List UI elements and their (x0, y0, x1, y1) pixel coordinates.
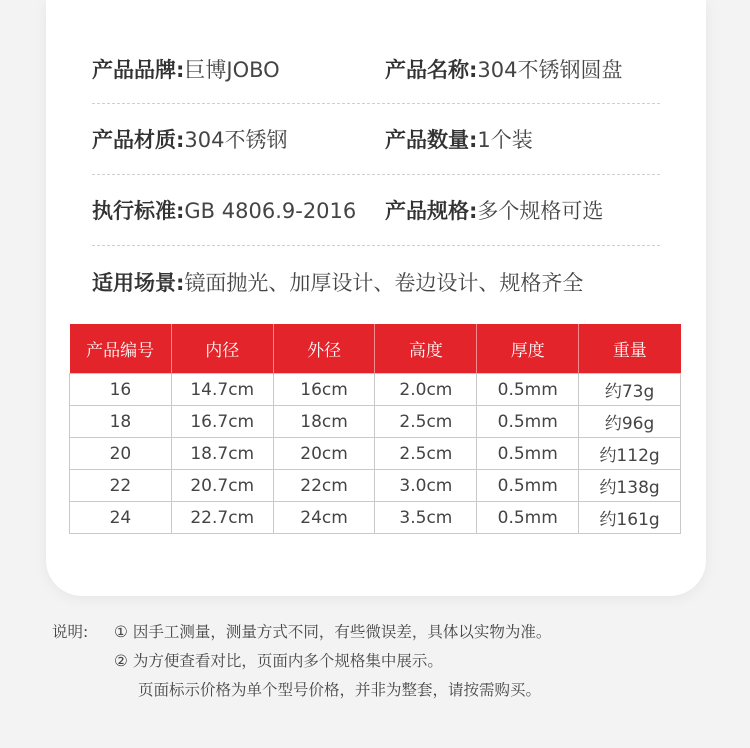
cell-thickness: 0.5mm (477, 502, 579, 534)
spec-field (385, 196, 603, 226)
notes-prefix: 说明: (52, 623, 89, 641)
cell-height: 2.5cm (375, 406, 477, 438)
cell-height: 3.0cm (375, 470, 477, 502)
quantity-field (385, 125, 533, 155)
cell-outer-diameter: 16cm (273, 374, 375, 406)
cell-inner-diameter: 18.7cm (171, 438, 273, 470)
spec-label: 产品规格: (385, 199, 478, 223)
cell-height: 3.5cm (375, 502, 477, 534)
scene-value: 镜面抛光、加厚设计、卷边设计、规格齐全 (184, 271, 584, 295)
divider-1 (92, 103, 660, 104)
cell-weight: 约96g (579, 406, 681, 438)
product-name-field (385, 55, 623, 85)
note-text-1: ① 因手工测量，测量方式不同，有些微误差，具体以实物为准。 (114, 623, 552, 641)
cell-thickness: 0.5mm (477, 406, 579, 438)
product-name-value: 304不锈钢圆盘 (477, 58, 623, 82)
header-thickness: 厚度 (477, 324, 579, 374)
cell-outer-diameter: 22cm (273, 470, 375, 502)
cell-model: 20 (70, 438, 172, 470)
note-text-2: ② 为方便查看对比，页面内多个规格集中展示。 (114, 652, 443, 670)
cell-thickness: 0.5mm (477, 374, 579, 406)
cell-weight: 约73g (579, 374, 681, 406)
cell-weight: 约161g (579, 502, 681, 534)
brand-field (92, 55, 280, 85)
quantity-value: 1个装 (477, 128, 533, 152)
spec-table (69, 324, 681, 534)
material-value: 304不锈钢 (184, 128, 288, 152)
header-height: 高度 (375, 324, 477, 374)
note-line-3 (52, 676, 712, 705)
note-line-1 (52, 618, 712, 647)
header-outer-diameter: 外径 (273, 324, 375, 374)
cell-inner-diameter: 20.7cm (171, 470, 273, 502)
table-row (70, 502, 681, 534)
cell-inner-diameter: 22.7cm (171, 502, 273, 534)
table-row (70, 406, 681, 438)
cell-thickness: 0.5mm (477, 438, 579, 470)
scene-label: 适用场景: (92, 271, 185, 295)
divider-3 (92, 245, 660, 246)
cell-model: 22 (70, 470, 172, 502)
table-row (70, 438, 681, 470)
cell-outer-diameter: 24cm (273, 502, 375, 534)
spec-value: 多个规格可选 (477, 199, 604, 223)
standard-field (92, 196, 356, 226)
table-row (70, 374, 681, 406)
cell-height: 2.5cm (375, 438, 477, 470)
table-header-row (70, 324, 681, 374)
cell-weight: 约112g (579, 438, 681, 470)
note-line-2 (52, 647, 712, 676)
product-name-label: 产品名称: (385, 58, 478, 82)
brand-label: 产品品牌: (92, 58, 185, 82)
table-row (70, 470, 681, 502)
brand-value: 巨博JOBO (184, 58, 280, 82)
cell-outer-diameter: 18cm (273, 406, 375, 438)
header-weight: 重量 (579, 324, 681, 374)
cell-model: 24 (70, 502, 172, 534)
divider-2 (92, 174, 660, 175)
notes-section (52, 618, 712, 705)
cell-height: 2.0cm (375, 374, 477, 406)
cell-inner-diameter: 14.7cm (171, 374, 273, 406)
material-field (92, 125, 288, 155)
material-label: 产品材质: (92, 128, 185, 152)
standard-value: GB 4806.9-2016 (184, 199, 357, 223)
scene-field (92, 268, 583, 298)
standard-label: 执行标准: (92, 199, 185, 223)
cell-model: 18 (70, 406, 172, 438)
cell-outer-diameter: 20cm (273, 438, 375, 470)
note-text-3: 页面标示价格为单个型号价格，并非为整套，请按需购买。 (138, 681, 542, 699)
header-inner-diameter: 内径 (171, 324, 273, 374)
cell-model: 16 (70, 374, 172, 406)
cell-thickness: 0.5mm (477, 470, 579, 502)
header-model: 产品编号 (70, 324, 172, 374)
cell-inner-diameter: 16.7cm (171, 406, 273, 438)
quantity-label: 产品数量: (385, 128, 478, 152)
cell-weight: 约138g (579, 470, 681, 502)
